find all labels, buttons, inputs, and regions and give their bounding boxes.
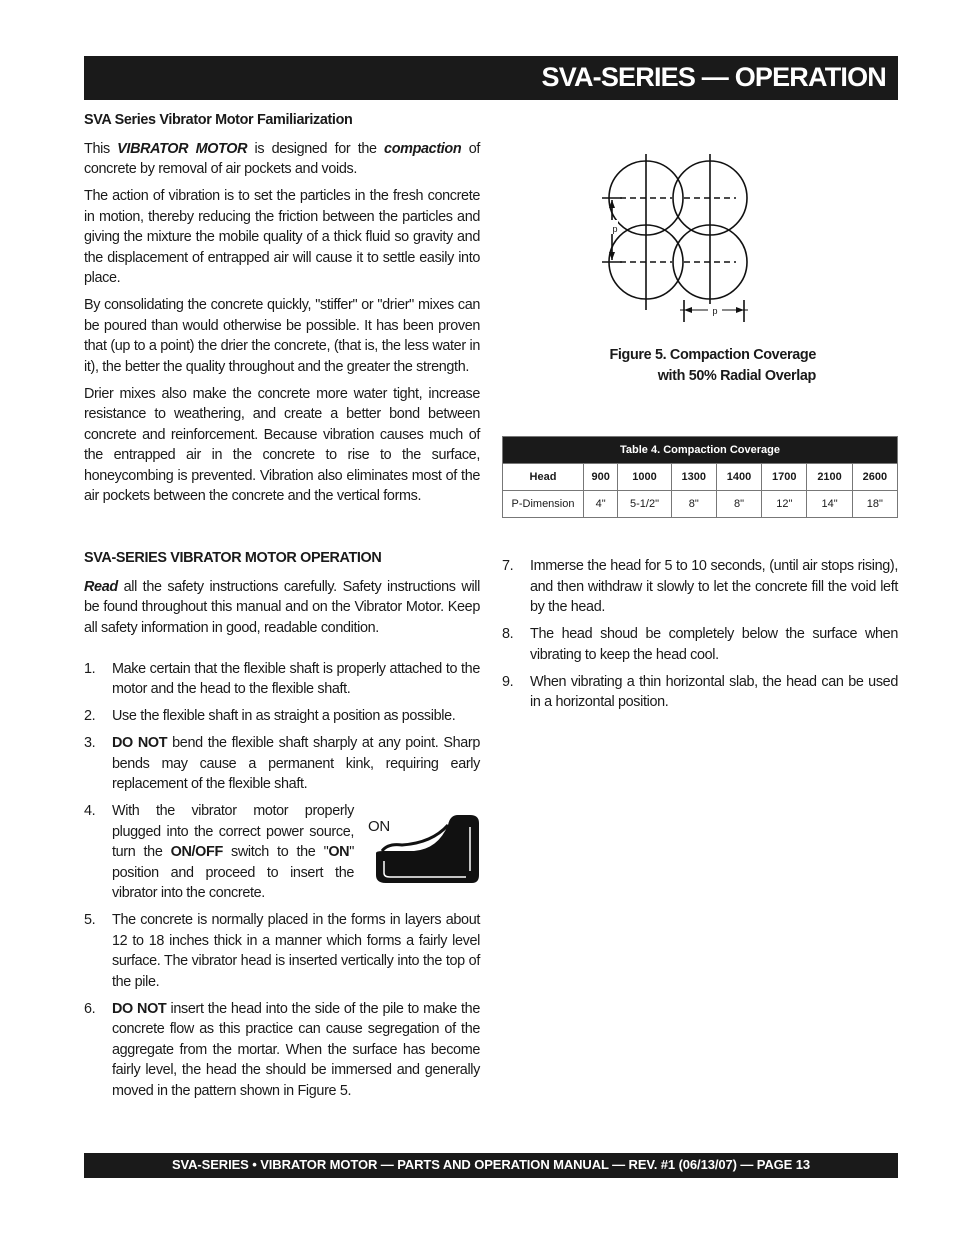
step-text: Immerse the head for 5 to 10 seconds, (until air stops rising), and then withdraw it slowly to let the concrete fill the void left by the head. [530,558,898,615]
on-switch-icon [362,809,480,891]
step-text: The concrete is normally placed in the forms in layers about 12 to 18 inches thick in a manner which forms a fairly level surface. The vibrator head is inserted vertically into the top of the pile. [112,912,480,990]
step-number: 3. [84,735,96,751]
table-header-cell: 1700 [762,464,807,491]
step-warning: DO NOT [112,1000,167,1017]
table-cell: 8" [671,491,716,518]
step-switch-name: ON/OFF [170,844,223,860]
table-row [503,491,898,518]
p1-text: This [84,140,118,157]
list-item [84,733,480,795]
table-cell: 8" [716,491,761,518]
compaction-coverage-figure [600,150,760,326]
page-title: SVA-SERIES — OPERATION [541,62,886,92]
figure-caption-line-2: with 50% Radial Overlap [657,367,816,384]
step-text: The head shoud be completely below the surface when vibrating to keep the head cool. [530,626,898,663]
footer-text: SVA-SERIES • VIBRATOR MOTOR — PARTS AND OPERATION MANUAL — REV. #1 (06/13/07) — PAGE 13 [171,1157,811,1172]
list-item [84,659,480,700]
list-item [502,624,898,665]
table-title: Table 4. Compaction Coverage [503,437,898,464]
familiarization-heading: SVA Series Vibrator Motor Familiarization [84,112,353,128]
step-number: 2. [84,708,96,724]
step-number: 5. [84,912,96,928]
list-item [84,910,480,992]
list-item [502,672,898,713]
step-text: " position and proceed to insert the vibrator into the concrete. [112,844,354,901]
step-text: insert the head into the side of the pile to make the concrete flow as this practice can cause segregation of the aggregate from the mortar. When the surface has become fairly level, the head the should be immersed and generally moved in the pattern shown in Figure 5. [112,1000,480,1099]
step-text: With the vibrator motor properly plugged into the correct power source, turn the [112,803,354,860]
table-header-cell: 1400 [716,464,761,491]
footer-bar [84,1153,898,1178]
table-cell: P-Dimension [503,491,584,518]
list-item [502,556,898,618]
operation-steps-list-continued [502,556,898,713]
step-number: 9. [502,673,514,690]
familiarization-paragraph-1 [84,139,480,180]
step-text: Make certain that the flexible shaft is properly attached to the motor and the head to the flexible shaft. [112,660,480,697]
table-header-cell: 2100 [807,464,852,491]
p1-text: is designed for the [247,140,385,157]
step-text: Use the flexible shaft in as straight a position as possible. [112,708,456,724]
compaction-coverage-table [502,436,898,518]
intro-emphasis-read: Read [84,578,118,595]
intro-text: all the safety instructions carefully. Safety instructions will be found throughout this manual and on the Vibrator Motor. Keep all safety information in good, readable condition. [84,578,480,636]
table-cell: 14" [807,491,852,518]
step-number: 1. [84,660,96,677]
table-header-row [503,464,898,491]
step-text: switch to the " [222,844,329,860]
table-cell: 18" [852,491,897,518]
table-header-cell: 1000 [618,464,671,491]
step-number: 8. [502,626,514,642]
table-cell: 5-1/2" [618,491,671,518]
operation-steps-list [84,659,480,1102]
list-item [84,706,480,727]
right-column [502,556,898,719]
step-text: When vibrating a thin horizontal slab, the head can be used in a horizontal position. [530,673,898,710]
left-column [84,110,480,1108]
step-number: 6. [84,1000,96,1017]
header-bar [84,56,898,100]
familiarization-paragraph-4: Drier mixes also make the concrete more water tight, increase resistance to weathering, and create a better bond between concrete and reinforcement. Because vibration causes much of the entrapped air in the concrete to rise to the surface, honeycombing is prevented. Vibration also eliminates most of the air pockets between the concrete and the vertical forms. [84,385,480,504]
operation-intro [84,577,480,639]
p1-text: of concrete by removal of air pockets and voids. [84,140,480,177]
list-item [84,801,480,904]
p-dimension-label: p [712,306,718,316]
table-header-cell: 1300 [671,464,716,491]
p-dimension-label: p [612,224,618,234]
p1-emphasis-vibrator-motor: VIBRATOR MOTOR [117,140,248,157]
figure-caption-line-1: Figure 5. Compaction Coverage [609,347,816,363]
step-warning: DO NOT [112,735,168,751]
table-cell: 4" [584,491,618,518]
table-header-cell: 900 [584,464,618,491]
table-cell: 12" [762,491,807,518]
on-label: ON [368,818,390,835]
familiarization-paragraph-3: By consolidating the concrete quickly, "stiffer" or "drier" mixes can be poured than would otherwise be possible. It has been proven that (up to a point) the drier the concrete, (that is, the less water in it), the better the quality throughout and the greater the strength. [84,297,480,375]
table-header-cell: Head [503,464,584,491]
operation-heading: SVA-SERIES VIBRATOR MOTOR OPERATION [84,550,382,566]
table-header-cell: 2600 [852,464,897,491]
list-item [84,999,480,1102]
p1-emphasis-compaction: compaction [384,140,462,157]
figure-caption [560,345,816,386]
step-text: bend the flexible shaft sharply at any point. Sharp bends may cause a permanent kink, requiring early replacement of the flexible shaft. [112,735,480,792]
step-number: 4. [84,803,96,819]
familiarization-paragraph-2: The action of vibration is to set the particles in the fresh concrete in motion, thereby reducing the friction between the particles and giving the mixture the mobile quality of a thick fluid so gravity and the displacement of entrapped air will cause it to settle easily into place. [84,188,480,286]
step-switch-position: ON [328,844,350,860]
step-number: 7. [502,558,514,574]
